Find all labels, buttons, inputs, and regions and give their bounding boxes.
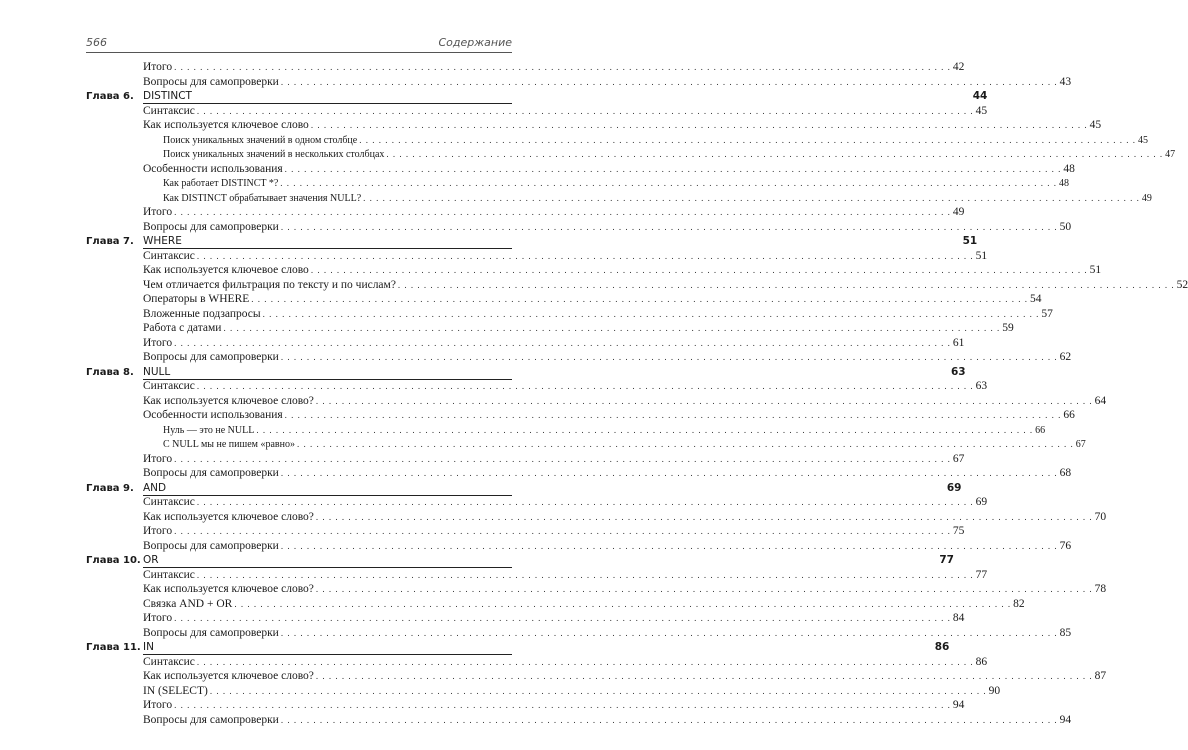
entry-page: 44 (972, 90, 988, 102)
entry-title: Нуль — это не NULL (163, 424, 255, 436)
entry-page: 78 (1094, 583, 1107, 595)
entry-title: Особенности использования (143, 162, 283, 175)
dot-leader: . . . . . . . . . . . . . . . . . . . . . . . . . . . . . . . . . . . . . . . . . . . . . . . . . . . . . . . . . . . . . . . . . . . . . . . . . . . . . . . . . . . . . . . . . . . . . . . . . . . . . . . . . . . . . . . . . . . . . . . . (386, 149, 1164, 159)
toc-chapter-row (86, 640, 950, 655)
toc-entry-row (86, 162, 1075, 177)
entry-title: Синтаксис (143, 104, 195, 117)
toc-entry-row (86, 394, 1107, 409)
dot-leader: . . . . . . . . . . . . . . . . . . . . . . . . . . . . . . . . . . . . . . . . . . . . . . . . . . . . . . . . . . . . . . . . . . . . . . . . . . . . . . . . . . . . . . . . . . . . . . . . . . . . . . . . . . . . . . . . . . . . . . . . (280, 540, 1058, 551)
entry-page: 75 (952, 525, 965, 537)
dot-leader: . . . . . . . . . . . . . . . . . . . . . . . . . . . . . . . . . . . . . . . . . . . . . . . . . . . . . . . . . . . . . . . . . . . . . . . . . . . . . . . . . . . . . . . . . . . . . . . . . . . . . . . . . . . . . . . . . . . . . . . . (280, 627, 1058, 638)
toc-entry-row (86, 104, 988, 119)
entry-title: OR (143, 554, 159, 566)
dot-leader: . . . . . . . . . . . . . . . . . . . . . . . . . . . . . . . . . . . . . . . . . . . . . . . . . . . . . . . . . . . . . . . . . . . . . . . . . . . . . . . . . . . . . . . . . . . . . . . . . . . . . . . . . . . . . . . . . . . . . . . . (315, 671, 1093, 681)
toc-entry-row (86, 220, 1072, 235)
dot-leader: . . . . . . . . . . . . . . . . . . . . . . . . . . . . . . . . . . . . . . . . . . . . . . . . . . . . . . . . . . . . . . . . . . . . . . . . . . . . . . . . . . . . . . . . . . . . . . . . . . . . . . . . . . . . . . . . . . . . . . . . (359, 134, 1136, 145)
entry-title: Как работает DISTINCT *? (163, 178, 279, 189)
toc-entry-row (86, 597, 1025, 612)
entry-title: Поиск уникальных значений в нескольких столбцах (163, 149, 385, 160)
dot-leader: . . . . . . . . . . . . . . . . . . . . . . . . . . . . . . . . . . . . . . . . . . . . . . . . . . . . . . . . . . . . . . . . . . . . . . . . . . . . . . . . . . . . . . . . . . . . . . . . . . . . . . . . . . . . . . . . . . . . . . . . (315, 584, 1093, 594)
entry-page: 76 (1059, 539, 1072, 552)
dot-leader: . . . . . . . . . . . . . . . . . . . . . . . . . . . . . . . . . . . . . . . . . . . . . . . . . . . . . . . . . . . . . . . . . . . . . . . . . . . . . . . . . . . . . . . . . . . . . . . . . . . . . . . . . . . . . . . . . . . . . . . . (174, 207, 951, 217)
dot-leader: . . . . . . . . . . . . . . . . . . . . . . . . . . . . . . . . . . . . . . . . . . . . . . . . . . . . . . . . . . . . . . . . . . . . . . . . . . . . . . . . . . . . . . . . . . . . . . . . . . . . . . . . . . . . . . . . . . . . . . . . (174, 453, 951, 464)
toc-entry-row (86, 350, 1072, 365)
entry-title: Вопросы для самопроверки (143, 539, 279, 552)
toc-entry-row (86, 263, 1102, 278)
entry-title: Поиск уникальных значений в одном столбце (163, 134, 358, 146)
toc-entry-row (86, 379, 988, 394)
dot-leader: . . . . . . . . . . . . . . . . . . . . . . . . . . . . . . . . . . . . . . . . . . . . . . . . . . . . . . . . . . . . . . . . . . . . . . . . . . . . . . . . . . . . . . . . . . . . . . . . . . . . . . . . . . . . . . . . . . . . . . . . (280, 714, 1058, 725)
entry-title: Работа с датами (143, 322, 222, 334)
dot-leader: . . . . . . . . . . . . . . . . . . . . . . . . . . . . . . . . . . . . . . . . . . . . . . . . . . . . . . . . . . . . . . . . . . . . . . . . . . . . . . . . . . . . . . . . . . . . . . . . . . . . . . . . . . . . . . . . . . . . . . . . (196, 250, 974, 261)
entry-page: 45 (975, 104, 988, 117)
chapter-label: Глава 6. (86, 91, 134, 102)
entry-title: Как используется ключевое слово? (143, 510, 314, 523)
entry-title: Связка AND + OR (143, 597, 233, 610)
entry-page: 70 (1094, 510, 1107, 523)
entry-page: 67 (952, 452, 965, 465)
toc-entry-row (86, 191, 1152, 206)
dot-leader: . . . . . . . . . . . . . . . . . . . . . . . . . . . . . . . . . . . . . . . . . . . . . . . . . . . . . . . . . . . . . . . . . . . . . . . . . . . . . . . . . . . . . . . . . . . . . . . . . . . . . . . . . . . . . . . . . . . . . . . . (256, 424, 1034, 435)
entry-page: 49 (952, 206, 965, 218)
entry-page: 45 (1089, 119, 1102, 131)
toc-entry-row (86, 133, 1148, 148)
dot-leader: . . . . . . . . . . . . . . . . . . . . . . . . . . . . . . . . . . . . . . . . . . . . . . . . . . . . . . . . . . . . . . . . . . . . . . . . . . . . . . . . . . . . . . . . . . . . . . . . . . . . . . . . . . . . . . . . . . . . . . . . (284, 410, 1062, 420)
entry-page: 48 (1059, 178, 1070, 189)
entry-page: 47 (1165, 149, 1176, 160)
entry-title: Чем отличается фильтрация по тексту и по числам? (143, 278, 396, 291)
dot-leader: . . . . . . . . . . . . . . . . . . . . . . . . . . . . . . . . . . . . . . . . . . . . . . . . . . . . . . . . . . . . . . . . . . . . . . . . . . . . . . . . . . . . . . . . . . . . . . . . . . . . . . . . . . . . . . . . . . . . . . . . (310, 120, 1088, 130)
entry-page: 62 (1059, 351, 1072, 363)
toc-chapter-row (86, 365, 966, 380)
toc-entry-row (86, 307, 1053, 322)
toc-entry-row (86, 669, 1107, 684)
entry-title: Как используется ключевое слово? (143, 583, 314, 595)
toc-chapter-row (86, 553, 954, 568)
entry-page: 66 (1063, 409, 1075, 421)
dot-leader: . . . . . . . . . . . . . . . . . . . . . . . . . . . . . . . . . . . . . . . . . . . . . . . . . . . . . . . . . . . . . . . . . . . . . . . . . . . . . . . . . . . . . . . . . . . . . . . . . . . . . . . . . . . . . . . . . . . . . . . . (251, 294, 1029, 304)
toc-entry-row (86, 118, 1102, 133)
entry-title: Как используется ключевое слово (143, 119, 309, 131)
entry-page: 64 (1094, 394, 1107, 407)
section-title: Содержание (438, 36, 512, 49)
toc-entry-row (86, 408, 1075, 423)
entry-page: 45 (1137, 134, 1148, 146)
entry-page: 48 (1063, 162, 1075, 175)
dot-leader: . . . . . . . . . . . . . . . . . . . . . . . . . . . . . . . . . . . . . . . . . . . . . . . . . . . . . . . . . . . . . . . . . . . . . . . . . . . . . . . . . . . . . . . . . . . . . . . . . . . . . . . . . . . . . . . . . . . . . . . . (280, 352, 1058, 362)
toc-chapter-row (86, 89, 988, 104)
dot-leader: . . . . . . . . . . . . . . . . . . . . . . . . . . . . . . . . . . . . . . . . . . . . . . . . . . . . . . . . . . . . . . . . . . . . . . . . . . . . . . . . . . . . . . . . . . . . . . . . . . . . . . . . . . . . . . . . . . . . . . . . (234, 598, 1012, 609)
toc-entry-row (86, 466, 1072, 481)
dot-leader: . . . . . . . . . . . . . . . . . . . . . . . . . . . . . . . . . . . . . . . . . . . . . . . . . . . . . . . . . . . . . . . . . . . . . . . . . . . . . . . . . . . . . . . . . . . . . . . . . . . . . . . . . . . . . . . . . . . . . . . . (280, 221, 1058, 232)
entry-title: С NULL мы не пишем «равно» (163, 439, 295, 450)
dot-leader: . . . . . . . . . . . . . . . . . . . . . . . . . . . . . . . . . . . . . . . . . . . . . . . . . . . . . . . . . . . . . . . . . . . . . . . . . . . . . . . . . . . . . . . . . . . . . . . . . . . . . . . . . . . . . . . . . . . . . . . . (315, 511, 1093, 522)
entry-page: 77 (939, 554, 954, 566)
toc-entry-row (86, 423, 1046, 438)
dot-leader: . . . . . . . . . . . . . . . . . . . . . . . . . . . . . . . . . . . . . . . . . . . . . . . . . . . . . . . . . . . . . . . . . . . . . . . . . . . . . . . . . . . . . . . . . . . . . . . . . . . . . . . . . . . . . . . . . . . . . . . . (280, 76, 1058, 87)
toc-entry-row (86, 582, 1107, 597)
dot-leader: . . . . . . . . . . . . . . . . . . . . . . . . . . . . . . . . . . . . . . . . . . . . . . . . . . . . . . . . . . . . . . . . . . . . . . . . . . . . . . . . . . . . . . . . . . . . . . . . . . . . . . . . . . . . . . . . . . . . . . . . (280, 468, 1058, 478)
dot-leader: . . . . . . . . . . . . . . . . . . . . . . . . . . . . . . . . . . . . . . . . . . . . . . . . . . . . . . . . . . . . . . . . . . . . . . . . . . . . . . . . . . . . . . . . . . . . . . . . . . . . . . . . . . . . . . . . . . . . . . . . (363, 192, 1140, 203)
entry-title: Особенности использования (143, 409, 283, 421)
entry-title: Вопросы для самопроверки (143, 351, 279, 363)
entry-page: 77 (975, 568, 988, 581)
dot-leader: . . . . . . . . . . . . . . . . . . . . . . . . . . . . . . . . . . . . . . . . . . . . . . . . . . . . . . . . . . . . . . . . . . . . . . . . . . . . . . . . . . . . . . . . . . . . . . . . . . . . . . . . . . . . . . . . . . . . . . . . (280, 178, 1058, 188)
entry-page: 51 (962, 235, 978, 247)
entry-title: IN (SELECT) (143, 684, 208, 697)
dot-leader: . . . . . . . . . . . . . . . . . . . . . . . . . . . . . . . . . . . . . . . . . . . . . . . . . . . . . . . . . . . . . . . . . . . . . . . . . . . . . . . . . . . . . . . . . . . . . . . . . . . . . . . . . . . . . . . . . . . . . . . . (315, 395, 1093, 406)
dot-leader: . . . . . . . . . . . . . . . . . . . . . . . . . . . . . . . . . . . . . . . . . . . . . . . . . . . . . . . . . . . . . . . . . . . . . . . . . . . . . . . . . . . . . . . . . . . . . . . . . . . . . . . . . . . . . . . . . . . . . . . . (196, 569, 974, 580)
toc-entry-row (86, 510, 1107, 525)
entry-title: Вопросы для самопроверки (143, 220, 279, 233)
toc-entry-row (86, 713, 1072, 728)
toc-entry-row (86, 176, 1070, 191)
entry-title: WHERE (143, 235, 182, 247)
toc-entry-row (86, 452, 965, 467)
entry-title: NULL (143, 365, 171, 378)
entry-page: 50 (1059, 220, 1072, 233)
toc-entry-row (86, 292, 1042, 307)
dot-leader: . . . . . . . . . . . . . . . . . . . . . . . . . . . . . . . . . . . . . . . . . . . . . . . . . . . . . . . . . . . . . . . . . . . . . . . . . . . . . . . . . . . . . . . . . . . . . . . . . . . . . . . . . . . . . . . . . . . . . . . . (196, 656, 974, 667)
entry-title: Итого (143, 206, 173, 218)
entry-title: Синтаксис (143, 496, 195, 508)
toc-entry-row (86, 336, 965, 351)
entry-page: 69 (946, 481, 962, 494)
entry-page: 43 (1059, 75, 1072, 88)
entry-page: 66 (1035, 424, 1046, 436)
entry-page: 67 (1075, 439, 1086, 450)
toc-entry-row (86, 626, 1072, 641)
entry-page: 49 (1141, 192, 1152, 204)
entry-title: IN (143, 641, 154, 653)
toc-chapter-row (86, 234, 978, 249)
entry-title: Вопросы для самопроверки (143, 467, 279, 479)
toc-entry-row (86, 278, 1188, 293)
entry-page: 63 (951, 365, 966, 378)
chapter-label: Глава 9. (86, 482, 134, 494)
chapter-label: Глава 8. (86, 366, 134, 378)
dot-leader: . . . . . . . . . . . . . . . . . . . . . . . . . . . . . . . . . . . . . . . . . . . . . . . . . . . . . . . . . . . . . . . . . . . . . . . . . . . . . . . . . . . . . . . . . . . . . . . . . . . . . . . . . . . . . . . . . . . . . . . . (196, 381, 974, 391)
toc-entry-row (86, 147, 1176, 162)
toc-entry-row (86, 60, 965, 75)
toc-entry-row (86, 611, 965, 626)
entry-title: Операторы в WHERE (143, 293, 250, 305)
entry-page: 57 (1041, 307, 1053, 320)
entry-title: Синтаксис (143, 655, 195, 668)
chapter-label: Глава 10. (86, 555, 141, 566)
entry-page: 87 (1094, 670, 1107, 682)
dot-leader: . . . . . . . . . . . . . . . . . . . . . . . . . . . . . . . . . . . . . . . . . . . . . . . . . . . . . . . . . . . . . . . . . . . . . . . . . . . . . . . . . . . . . . . . . . . . . . . . . . . . . . . . . . . . . . . . . . . . . . . . (310, 265, 1088, 275)
dot-leader: . . . . . . . . . . . . . . . . . . . . . . . . . . . . . . . . . . . . . . . . . . . . . . . . . . . . . . . . . . . . . . . . . . . . . . . . . . . . . . . . . . . . . . . . . . . . . . . . . . . . . . . . . . . . . . . . . . . . . . . . (223, 323, 1001, 333)
toc-entry-row (86, 75, 1072, 90)
entry-page: 82 (1013, 597, 1025, 610)
toc-entry-row (86, 524, 965, 539)
entry-page: 94 (1059, 713, 1072, 726)
chapter-label: Глава 11. (86, 642, 141, 653)
entry-page: 52 (1176, 278, 1188, 291)
toc-entry-row (86, 495, 988, 510)
entry-title: Как используется ключевое слово (143, 264, 309, 276)
toc-entry-row (86, 655, 988, 670)
entry-page: 86 (934, 641, 950, 653)
entry-page: 61 (952, 336, 965, 349)
entry-page: 54 (1030, 293, 1042, 305)
toc-entry-row (86, 568, 988, 583)
dot-leader: . . . . . . . . . . . . . . . . . . . . . . . . . . . . . . . . . . . . . . . . . . . . . . . . . . . . . . . . . . . . . . . . . . . . . . . . . . . . . . . . . . . . . . . . . . . . . . . . . . . . . . . . . . . . . . . . . . . . . . . . (174, 62, 951, 72)
entry-title: Вопросы для самопроверки (143, 626, 279, 639)
entry-title: DISTINCT (143, 90, 192, 102)
dot-leader: . . . . . . . . . . . . . . . . . . . . . . . . . . . . . . . . . . . . . . . . . . . . . . . . . . . . . . . . . . . . . . . . . . . . . . . . . . . . . . . . . . . . . . . . . . . . . . . . . . . . . . . . . . . . . . . . . . . . . . . . (196, 105, 974, 116)
dot-leader: . . . . . . . . . . . . . . . . . . . . . . . . . . . . . . . . . . . . . . . . . . . . . . . . . . . . . . . . . . . . . . . . . . . . . . . . . . . . . . . . . . . . . . . . . . . . . . . . . . . . . . . . . . . . . . . . . . . . . . . . (397, 279, 1175, 290)
entry-title: Вложенные подзапросы (143, 307, 261, 320)
dot-leader: . . . . . . . . . . . . . . . . . . . . . . . . . . . . . . . . . . . . . . . . . . . . . . . . . . . . . . . . . . . . . . . . . . . . . . . . . . . . . . . . . . . . . . . . . . . . . . . . . . . . . . . . . . . . . . . . . . . . . . . . (174, 526, 951, 536)
entry-title: Синтаксис (143, 380, 195, 392)
entry-page: 51 (975, 249, 988, 262)
entry-title: Синтаксис (143, 568, 195, 581)
entry-page: 59 (1002, 322, 1014, 334)
entry-page: 69 (975, 496, 988, 508)
entry-title: Итого (143, 336, 173, 349)
toc-entry-row (86, 249, 988, 264)
entry-page: 84 (952, 612, 965, 624)
dot-leader: . . . . . . . . . . . . . . . . . . . . . . . . . . . . . . . . . . . . . . . . . . . . . . . . . . . . . . . . . . . . . . . . . . . . . . . . . . . . . . . . . . . . . . . . . . . . . . . . . . . . . . . . . . . . . . . . . . . . . . . . (284, 163, 1062, 174)
entry-title: Итого (143, 61, 173, 73)
entry-title: Синтаксис (143, 249, 195, 262)
entry-title: Как используется ключевое слово? (143, 394, 314, 407)
toc-entry-row (86, 698, 965, 713)
toc-entry-row (86, 321, 1014, 336)
entry-title: Вопросы для самопроверки (143, 75, 279, 88)
entry-title: Как DISTINCT обрабатывает значения NULL? (163, 192, 362, 204)
entry-page: 51 (1089, 264, 1102, 276)
dot-leader: . . . . . . . . . . . . . . . . . . . . . . . . . . . . . . . . . . . . . . . . . . . . . . . . . . . . . . . . . . . . . . . . . . . . . . . . . . . . . . . . . . . . . . . . . . . . . . . . . . . . . . . . . . . . . . . . . . . . . . . . (209, 685, 987, 696)
toc-entry-row (86, 684, 1001, 699)
chapter-label: Глава 7. (86, 236, 134, 247)
entry-page: 85 (1059, 626, 1072, 639)
dot-leader: . . . . . . . . . . . . . . . . . . . . . . . . . . . . . . . . . . . . . . . . . . . . . . . . . . . . . . . . . . . . . . . . . . . . . . . . . . . . . . . . . . . . . . . . . . . . . . . . . . . . . . . . . . . . . . . . . . . . . . . . (262, 308, 1040, 319)
entry-title: AND (143, 481, 167, 494)
toc-entry-row (86, 539, 1072, 554)
entry-title: Итого (143, 525, 173, 537)
entry-page: 94 (952, 699, 965, 711)
entry-page: 63 (975, 380, 988, 392)
entry-page: 86 (975, 655, 988, 668)
page-number: 566 (86, 36, 107, 49)
dot-leader: . . . . . . . . . . . . . . . . . . . . . . . . . . . . . . . . . . . . . . . . . . . . . . . . . . . . . . . . . . . . . . . . . . . . . . . . . . . . . . . . . . . . . . . . . . . . . . . . . . . . . . . . . . . . . . . . . . . . . . . . (196, 497, 974, 507)
toc-entry-row (86, 205, 965, 220)
entry-page: 42 (952, 61, 965, 73)
entry-title: Вопросы для самопроверки (143, 713, 279, 726)
entry-page: 68 (1059, 467, 1072, 479)
entry-title: Как используется ключевое слово? (143, 670, 314, 682)
dot-leader: . . . . . . . . . . . . . . . . . . . . . . . . . . . . . . . . . . . . . . . . . . . . . . . . . . . . . . . . . . . . . . . . . . . . . . . . . . . . . . . . . . . . . . . . . . . . . . . . . . . . . . . . . . . . . . . . . . . . . . . . (174, 337, 951, 348)
entry-page: 90 (988, 684, 1001, 697)
entry-title: Итого (143, 612, 173, 624)
dot-leader: . . . . . . . . . . . . . . . . . . . . . . . . . . . . . . . . . . . . . . . . . . . . . . . . . . . . . . . . . . . . . . . . . . . . . . . . . . . . . . . . . . . . . . . . . . . . . . . . . . . . . . . . . . . . . . . . . . . . . . . . (296, 439, 1074, 449)
entry-title: Итого (143, 699, 173, 711)
dot-leader: . . . . . . . . . . . . . . . . . . . . . . . . . . . . . . . . . . . . . . . . . . . . . . . . . . . . . . . . . . . . . . . . . . . . . . . . . . . . . . . . . . . . . . . . . . . . . . . . . . . . . . . . . . . . . . . . . . . . . . . . (174, 700, 951, 710)
entry-title: Итого (143, 452, 173, 465)
toc-entry-row (86, 437, 1086, 452)
toc-chapter-row (86, 481, 962, 496)
dot-leader: . . . . . . . . . . . . . . . . . . . . . . . . . . . . . . . . . . . . . . . . . . . . . . . . . . . . . . . . . . . . . . . . . . . . . . . . . . . . . . . . . . . . . . . . . . . . . . . . . . . . . . . . . . . . . . . . . . . . . . . . (174, 613, 951, 623)
